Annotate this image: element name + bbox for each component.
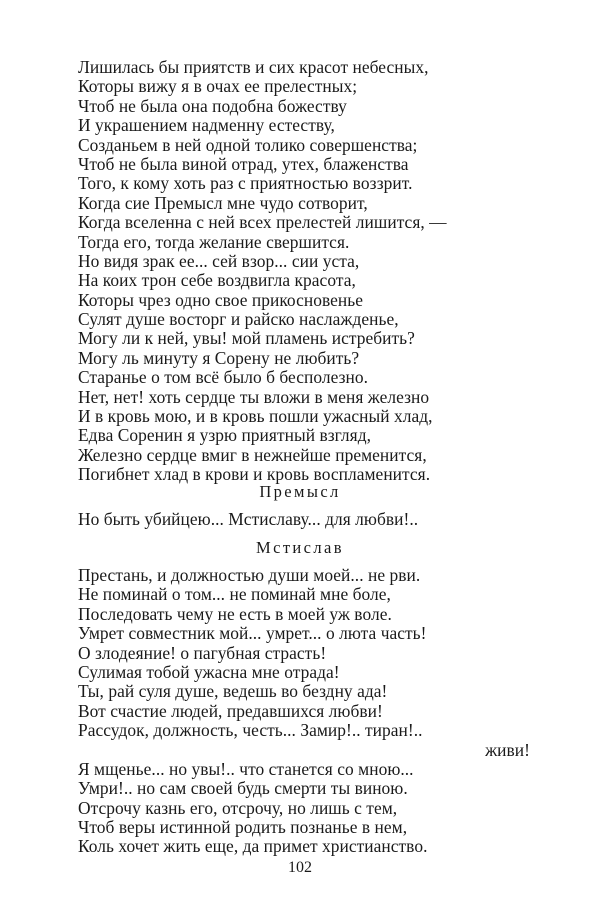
verse-line: Едва Соренин я узрю приятный взгляд,	[78, 425, 371, 446]
verse-line: Последовать чему не есть в моей уж воле.	[78, 603, 392, 624]
verse-line: Чтоб не была виной отрад, утех, блаженства	[78, 153, 409, 174]
verse-block-main	[78, 58, 538, 485]
verse-line: Не поминай о том... не поминай мне боле,	[78, 584, 391, 605]
verse-line: Коль хочет жить еще, да примет христианство.	[78, 836, 428, 857]
verse-line: Я мщенье... но увы!.. что станется со мною...	[78, 758, 414, 779]
verse-line: Рассудок, должность, честь... Замир!.. тиран!..	[78, 720, 423, 741]
verse-line: Старанье о том всё было б бесполезно.	[78, 367, 369, 388]
speaker-name-mstislav: Мстислав	[256, 538, 344, 557]
verse-line: Сулят душе восторг и райско наслажденье,	[78, 309, 399, 330]
verse-line: Сулимая тобой ужасна мне отрада!	[78, 661, 340, 682]
verse-line: Нет, нет! хоть сердце ты вложи в меня железно	[78, 386, 430, 407]
verse-line: Но быть убийцею... Мстиславу... для любви!..	[78, 509, 419, 529]
verse-line: Отсрочу казнь его, отсрочу, но лишь с тем,	[78, 797, 398, 818]
verse-line: И в кровь мою, и в кровь пошли ужасный хлад,	[78, 406, 433, 427]
verse-line: Но видя зрак ее... сей взор... сии уста,	[78, 250, 360, 271]
verse-line: О злодеяние! о пагубная страсть!	[78, 642, 327, 663]
verse-line: Умрет совместник мой... умрет... о люта часть!	[78, 623, 427, 644]
verse-line: Погибнет хлад в крови и кровь воспламенится.	[78, 464, 431, 485]
verse-line: Умри!.. но сам своей будь смерти ты виною.	[78, 778, 408, 799]
verse-line: Престань, и должностью души моей... не рви.	[78, 565, 421, 585]
verse-line: Чтоб не была она подобна божеству	[78, 95, 347, 116]
verse-line: Когда вселенна с ней всех прелестей лишится, —	[78, 212, 447, 233]
verse-line: Созданьем в ней одной толико совершенства;	[78, 134, 418, 155]
speaker-name-premysl: Премысл	[259, 482, 341, 501]
verse-line: Лишилась бы приятств и сих красот небесных,	[78, 57, 429, 77]
verse-line: И украшением надменну естеству,	[78, 115, 335, 136]
verse-line: Тогда его, тогда желание свершится.	[78, 231, 350, 252]
verse-line: Того, к кому хоть раз с приятностью воззрит.	[78, 173, 413, 194]
verse-line: Вот счастие людей, предавшихся любви!	[78, 700, 383, 721]
verse-line: Которы вижу я в очах ее прелестных;	[78, 76, 358, 97]
verse-block-premysl	[78, 510, 538, 529]
verse-line: Чтоб веры истинной родить познанье в нем,	[78, 817, 408, 838]
verse-line: Которы чрез одно свое прикосновенье	[78, 289, 364, 310]
verse-line: Когда сие Премысл мне чудо сотворит,	[78, 192, 368, 213]
verse-line: Железно сердце вмиг в нежнейше пременится,	[78, 444, 427, 465]
page-number: 102	[288, 859, 312, 876]
verse-line: На коих трон себе воздвигла красота,	[78, 270, 356, 291]
verse-line: Могу ль минуту я Сорену не любить?	[78, 347, 360, 368]
verse-line-continuation: живи!	[485, 739, 530, 760]
verse-line: Могу ли к ней, увы! мой пламень истребить?	[78, 328, 415, 349]
verse-block-mstislav	[78, 566, 538, 857]
verse-line: Ты, рай суля душе, ведешь во бездну ада!	[78, 681, 388, 702]
